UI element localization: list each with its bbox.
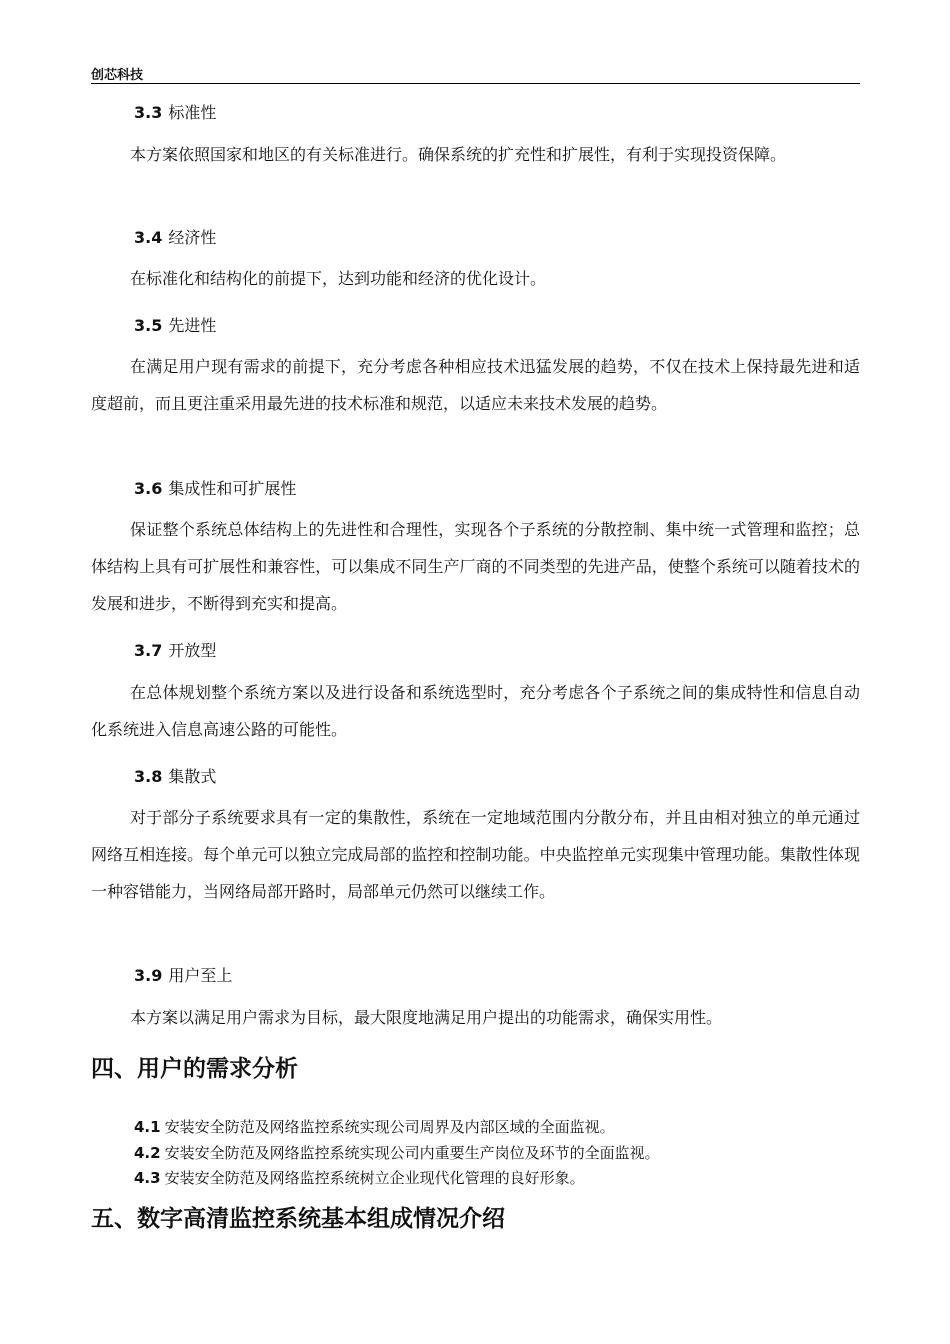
requirement-item-4-3	[134, 1167, 585, 1188]
requirement-text: 安装安全防范及网络监控系统树立企业现代化管理的良好形象。	[164, 1169, 585, 1187]
section-number: 3.5	[134, 316, 163, 335]
requirement-number: 4.3	[134, 1169, 161, 1187]
section-body-3-8: 对于部分子系统要求具有一定的集散性，系统在一定地域范围内分散分布，并且由相对独立的单元通过网络互相连接。每个单元可以独立完成局部的监控和控制功能。中央监控单元实现集中管理功能。集散性体现一种容错能力，当网络局部开路时，局部单元仍然可以继续工作。	[91, 808, 860, 901]
section-title: 标准性	[168, 103, 217, 122]
section-heading-3-7	[134, 638, 216, 661]
section-title: 集成性和可扩展性	[168, 479, 297, 498]
section-heading-3-8	[134, 764, 216, 787]
requirement-text: 安装安全防范及网络监控系统实现公司周界及内部区域的全面监视。	[164, 1118, 615, 1136]
section-heading-3-3	[134, 100, 216, 123]
chapter-title-5: 五、数字高清监控系统基本组成情况介绍	[91, 1206, 505, 1232]
section-number: 3.7	[134, 641, 163, 660]
requirement-item-4-2	[134, 1142, 660, 1163]
section-heading-3-5	[134, 313, 216, 336]
section-title: 开放型	[168, 641, 217, 660]
section-body-3-6: 保证整个系统总体结构上的先进性和合理性，实现各个子系统的分散控制、集中统一式管理和监控；总体结构上具有可扩展性和兼容性，可以集成不同生产厂商的不同类型的先进产品，使整个系统可以随着技术的发展和进步，不断得到充实和提高。	[91, 520, 860, 613]
section-body-3-7: 在总体规划整个系统方案以及进行设备和系统选型时，充分考虑各个子系统之间的集成特性和信息自动化系统进入信息高速公路的可能性。	[91, 683, 860, 739]
header-divider	[91, 83, 860, 84]
requirement-number: 4.1	[134, 1118, 161, 1136]
section-heading-3-9	[134, 963, 232, 986]
chapter-title-4: 四、用户的需求分析	[91, 1056, 298, 1082]
section-number: 3.3	[134, 103, 163, 122]
section-body-3-5: 在满足用户现有需求的前提下，充分考虑各种相应技术迅猛发展的趋势，不仅在技术上保持最先进和适度超前，而且更注重采用最先进的技术标准和规范，以适应未来技术发展的趋势。	[91, 357, 860, 413]
section-number: 3.6	[134, 479, 163, 498]
section-body-3-3: 本方案依照国家和地区的有关标准进行。确保系统的扩充性和扩展性，有利于实现投资保障。	[130, 145, 787, 164]
section-title: 经济性	[168, 228, 217, 247]
requirement-text: 安装安全防范及网络监控系统实现公司内重要生产岗位及环节的全面监视。	[164, 1144, 660, 1162]
section-number: 3.9	[134, 966, 163, 985]
section-title: 先进性	[168, 316, 217, 335]
section-title: 用户至上	[168, 966, 233, 985]
section-body-3-9: 本方案以满足用户需求为目标，最大限度地满足用户提出的功能需求，确保实用性。	[130, 1008, 723, 1027]
section-heading-3-6	[134, 476, 296, 499]
section-number: 3.4	[134, 228, 163, 247]
section-heading-3-4	[134, 225, 216, 248]
section-number: 3.8	[134, 767, 163, 786]
header-company-name: 创芯科技	[91, 68, 144, 83]
section-body-3-4: 在标准化和结构化的前提下，达到功能和经济的优化设计。	[130, 269, 547, 288]
requirement-number: 4.2	[134, 1144, 161, 1162]
section-title: 集散式	[168, 767, 217, 786]
requirement-item-4-1	[134, 1116, 615, 1137]
